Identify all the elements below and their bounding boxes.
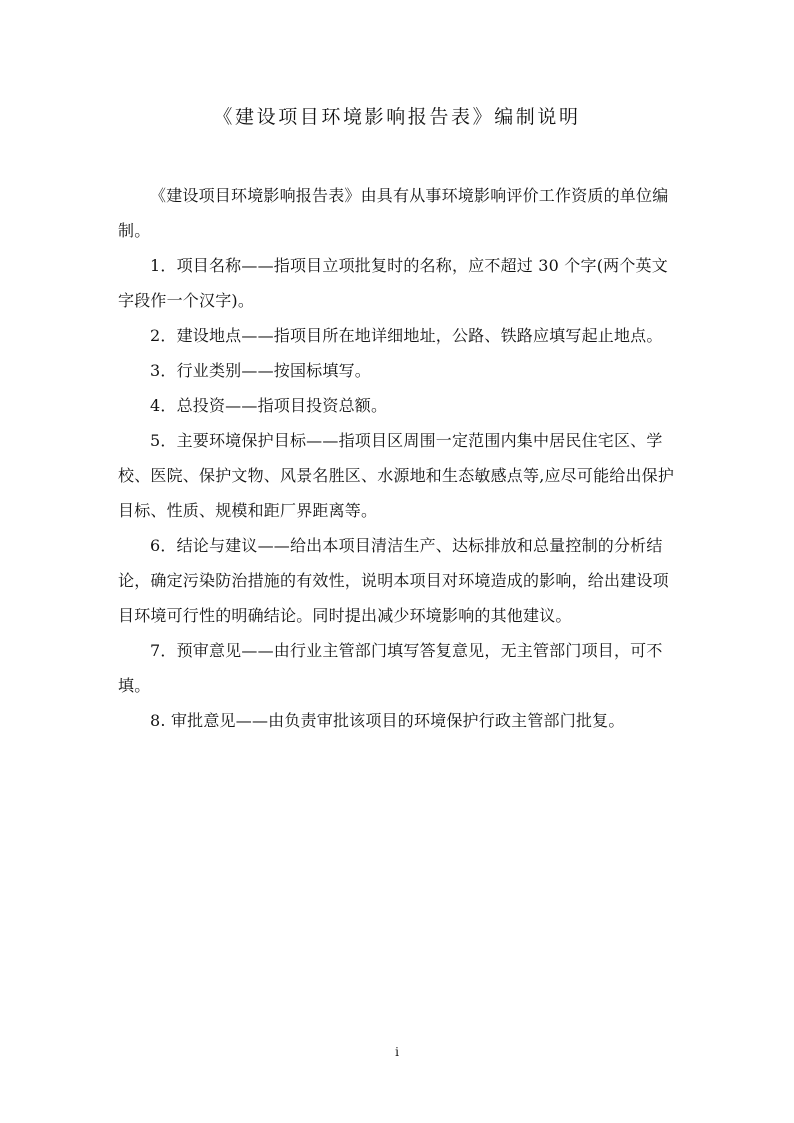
item-protection-targets: 5．主要环境保护目标——指项目区周围一定范围内集中居民住宅区、学校、医院、保护文物、风景名胜区、水源地和生态敏感点等,应尽可能给出保护目标、性质、规模和距厂界距离等。 — [118, 431, 675, 520]
item-pre-review-opinion: 7．预审意见——由行业主管部门填写答复意见，无主管部门项目，可不填。 — [118, 641, 663, 695]
item-conclusions: 6．结论与建议——给出本项目清洁生产、达标排放和总量控制的分析结论，确定污染防治措施的有效性，说明本项目对环境造成的影响，给出建设项目环境可行性的明确结论。同时提出减少环境影响的其他建议。 — [118, 536, 669, 625]
item-total-investment: 4．总投资——指项目投资总额。 — [150, 396, 388, 415]
item-construction-site: 2．建设地点——指项目所在地详细地址，公路、铁路应填写起止地点。 — [150, 326, 663, 345]
item-industry-category: 3．行业类别——按国标填写。 — [150, 361, 371, 380]
intro-paragraph: 《建设项目环境影响报告表》由具有从事环境影响评价工作资质的单位编制。 — [118, 186, 669, 240]
page-number: i — [395, 1045, 399, 1059]
document-title: 《建设项目环境影响报告表》编制说明 — [213, 106, 581, 128]
item-project-name: 1．项目名称——指项目立项批复时的名称，应不超过 30 个字(两个英文字段作一个汉字)。 — [118, 256, 668, 310]
item-approval-opinion: 8. 审批意见——由负责审批该项目的环境保护行政主管部门批复。 — [150, 711, 625, 730]
document-body — [118, 178, 678, 738]
